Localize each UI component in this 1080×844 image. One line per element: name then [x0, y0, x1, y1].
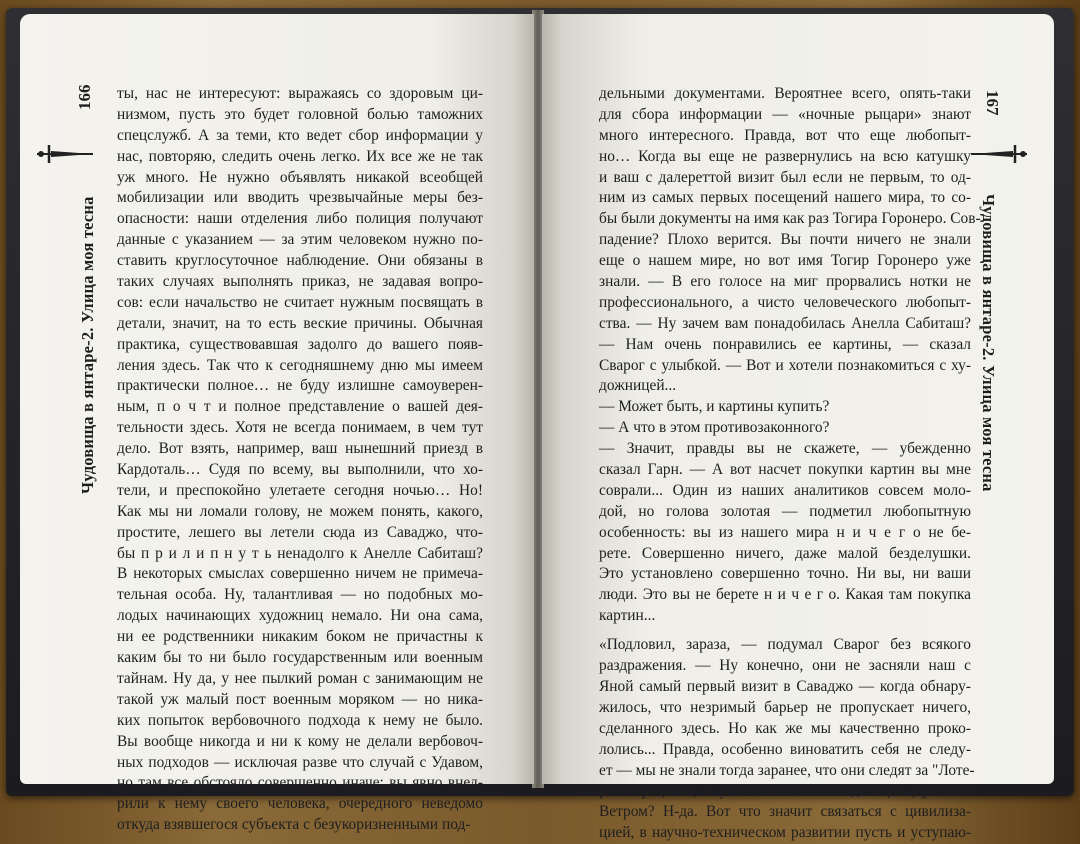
text-line: сказал Гарн. — А вот насчет покупки картин вы мне [599, 461, 971, 479]
text-line: знали. — В его голосе на миг прорвались нотки не [599, 273, 971, 291]
right-running-title: Чудовища в янтаре-2. Улица моя тесна [979, 194, 998, 492]
text-line: Вы вообще никогда и ни к кому не делали вербовоч- [117, 732, 483, 750]
text-line: практика, существовавшая задолго до вашего появ- [117, 335, 483, 353]
text-line: такой уж малый пост военным моряком — но ника- [117, 690, 483, 708]
text-line: особенность: вы из нашего мира н и ч е г о не бе- [599, 523, 971, 541]
text-line: спецслужб. А за теми, кто ведет сбор информации у [117, 126, 483, 144]
text-line: для сбора информации — «ночные рыцари» знают [599, 105, 971, 123]
right-page-body [599, 84, 981, 844]
text-line: тели, и преспокойно улетаете сегодня ночью… Но! [117, 481, 483, 499]
text-line: тайнам. Ну да, у нее пылкий роман с занимающим не [117, 669, 483, 687]
text-line: дой, но голова золотая — подметил любопытную [599, 502, 971, 520]
text-line: дело. Вот взять, например, ваш нынешний приезд в [117, 440, 483, 458]
text-line: данные с указанием — за этим человеком нужно по- [117, 231, 483, 249]
text-line: цией, в научно-техническом развитии пусть и уступаю- [599, 824, 971, 842]
text-line: профессионального, а чисто человеческого любопыт- [599, 293, 971, 311]
text-line: тельности здесь. Хотя не всегда понимаем, в чем тут [117, 419, 483, 437]
left-page-number: 166 [75, 84, 94, 110]
text-line: Сварог с улыбкой. — Вот и хотели познакомиться с ху- [599, 356, 971, 374]
text-line: дельными документами. Вероятнее всего, опять-таки [599, 85, 971, 102]
text-line: соврали... Один из наших аналитиков совсем моло- [599, 481, 971, 499]
text-line: ления здесь. Так что к сегодняшнему дню мы имеем [117, 356, 483, 374]
text-line: лолись... Правда, особенно виноватить себя не следу- [599, 740, 971, 758]
text-line: мобилизации или вводить чрезвычайные меры без- [117, 189, 483, 207]
text-line: нас, повторяю, следить очень легко. Их все же не так [117, 147, 483, 165]
sword-ornament-icon [986, 124, 1012, 184]
text-line: Как мы ни ломали голову, не можем понять, какого, [117, 502, 483, 520]
text-line: ких попыток вербовочного подхода к нему не было. [117, 711, 483, 729]
text-line: ни ее родственники никаким боком не причастны к [117, 628, 483, 646]
text-line: ет — мы не знали тогда заранее, что они следят за "Лоте- [599, 761, 975, 779]
text-line: каким бы то ни было государственным или военным [117, 649, 483, 667]
text-line: откуда взявшегося субъекта с безукоризненными под- [117, 816, 471, 834]
text-line: простите, лешего вы летели сюда из Саваджо, что- [117, 523, 483, 541]
text-line: опасности: наши отделения либо полиция получают [117, 210, 483, 228]
text-line: рили к нему своего человека, очередного неведомо [117, 795, 483, 813]
text-line: — А что в этом противозаконного? [599, 419, 830, 437]
text-line: много интересного. Правда, вот что еще любопыт- [599, 126, 971, 144]
text-line: раздражения. — Ну конечно, они не засняли наш с [599, 657, 971, 675]
text-line: Это установлено совершенно точно. Ни вы, ни ваши [599, 565, 971, 583]
text-line: — Значит, правды вы не скажете, — убежденно [599, 440, 971, 458]
text-line: Ветром? Н-да. Вот что значит связаться с цивилиза- [599, 803, 971, 821]
text-line: ным, п о ч т и полное представление о вашей дея- [117, 398, 483, 416]
text-line: картин... [599, 607, 656, 625]
text-line: ства. — Ну зачем вам понадобилась Анелла Сабиташ? [599, 314, 971, 332]
sword-ornament-icon [52, 124, 78, 184]
text-line: ставить круглосуточное наблюдение. Они обязаны в [117, 252, 483, 270]
text-line: жилось, что незримый барьер не пропускает ничего, [599, 698, 971, 716]
text-line: люди. Это вы не берете н и ч е г о. Какая там покупка [599, 586, 971, 604]
text-line: таких случаях выполнять приказ, не задавая вопро- [117, 273, 483, 291]
text-line: тельная особа. Ну, талантливая — но подобных мо- [117, 586, 483, 604]
text-line: лодых начинающих художниц немало. Ни она сама, [117, 607, 483, 625]
text-line: бы п р и л и п н у т ь ненадолго к Анелле Сабиташ? [117, 544, 483, 562]
left-page [20, 14, 534, 834]
text-line: реей-Грацией", и у них там есть владеющий Древним [599, 782, 971, 800]
text-line: Яной самый первый визит в Саваджо — когда обнару- [599, 677, 971, 695]
text-line: но… Когда вы еще не развернулись на всю катушку [599, 147, 971, 165]
text-line: низмом, пусть это будет головной болью таможних [117, 105, 483, 123]
left-running-title: Чудовища в янтаре-2. Улица моя тесна [78, 196, 97, 494]
text-line: дожницей... [599, 377, 677, 395]
right-page [542, 14, 1054, 842]
text-line: но там все обстояло совершенно иначе: вы явно внед- [117, 774, 483, 792]
text-line: — Нам очень понравились ее картины, — сказал [599, 335, 971, 353]
text-line: бы были документы на имя как раз Тогира Горонеро. Сов- [599, 210, 981, 228]
text-line: ных подходов — исключая разве что случай с Удавом, [117, 753, 483, 771]
text-line: сделанного здесь. Но как же мы качественно проко- [599, 719, 971, 737]
text-line: уж много. Не нужно объявлять никакой всеобщей [117, 168, 483, 186]
text-line: практически полное… не буду излишне самоуверен- [117, 377, 483, 395]
right-page-number: 167 [983, 90, 1002, 116]
text-line: Кардоталь… Судя по всему, вы выполнили, что хо- [117, 461, 483, 479]
text-line: ты, нас не интересуют: выражаясь со здоровым ци- [117, 85, 483, 102]
left-page-body [117, 84, 483, 836]
text-line: В некоторых смыслах совершенно ничем не примеча- [117, 565, 483, 583]
text-line: детали, значит, на то есть веские причины. Обычная [117, 314, 483, 332]
text-line: еще о нашем мире, но вот имя Тогир Горонеро уже [599, 252, 971, 270]
text-line: ним из самых первых посещений нашего мира, то со- [599, 189, 971, 207]
text-line: — Может быть, и картины купить? [599, 398, 830, 416]
text-line: сов: если начальство не считает нужным посвящать в [117, 293, 483, 311]
text-line: «Подловил, зараза, — подумал Сварог без всякого [599, 636, 971, 654]
text-line: и ваш с далереттой визит был если не первым, то од- [599, 168, 971, 186]
text-line: рете. Совершенно ничего, даже малой безделушки. [599, 544, 971, 562]
text-line: падение? Плохо верится. Вы почти ничего не знали [599, 231, 971, 249]
